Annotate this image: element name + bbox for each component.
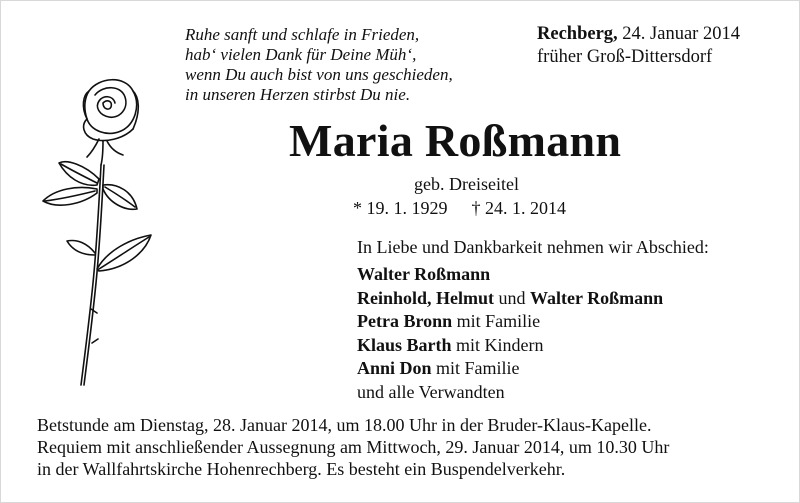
rose-icon — [37, 73, 161, 393]
mourner-name: Walter Roßmann — [530, 287, 664, 308]
mourner-name: Petra Bronn — [357, 311, 453, 331]
former-residence: früher Groß-Dittersdorf — [537, 47, 713, 67]
mourner-relation: mit Kindern — [451, 334, 544, 355]
birth-date: * 19. 1. 1929 — [353, 198, 448, 218]
service-line: Betstunde am Dienstag, 28. Januar 2014, um 18.00 Uhr in der Bruder-Klaus-Kapelle. — [37, 415, 652, 435]
mourner-row — [357, 263, 663, 287]
mourner-name: Klaus Barth — [357, 334, 452, 355]
mourner-row — [357, 357, 663, 381]
place-date-line — [537, 23, 787, 46]
mourner-row — [357, 381, 663, 405]
mourner-name: Anni Don — [357, 358, 432, 378]
mourner-row — [357, 310, 663, 334]
poem-line: hab‘ vielen Dank für Deine Müh‘, — [185, 45, 417, 64]
life-dates — [353, 197, 566, 219]
poem-line: Ruhe sanft und schlafe in Frieden, — [185, 25, 420, 44]
deceased-name: Maria Roßmann — [289, 115, 622, 166]
maiden-name: geb. Dreiseitel — [414, 174, 519, 194]
poem-line: wenn Du auch bist von uns geschieden, — [185, 65, 453, 84]
death-date: † 24. 1. 2014 — [471, 198, 566, 218]
mourner-relation: und alle Verwandten — [357, 381, 505, 402]
poem — [185, 25, 515, 105]
notice-date: 24. Januar 2014 — [622, 24, 740, 44]
mourner-row — [357, 334, 663, 358]
mourners-list — [357, 263, 663, 404]
mourner-connector: und — [494, 287, 531, 308]
mourner-relation: mit Familie — [452, 311, 541, 331]
mourner-relation: mit Familie — [431, 358, 520, 378]
farewell-text: In Liebe und Dankbarkeit nehmen wir Abschied: — [357, 237, 709, 257]
service-details — [37, 414, 787, 480]
mourner-name: Reinhold, Helmut — [357, 287, 495, 308]
mourner-name: Walter Roßmann — [357, 264, 491, 284]
mourner-row — [357, 287, 663, 311]
service-line: Requiem mit anschließender Aussegnung am Mittwoch, 29. Januar 2014, um 10.30 Uhr — [37, 437, 670, 457]
service-line: in der Wallfahrtskirche Hohenrechberg. Es besteht ein Buspendelverkehr. — [37, 459, 566, 479]
poem-line: in unseren Herzen stirbst Du nie. — [185, 85, 411, 104]
place-city: Rechberg, — [537, 24, 618, 44]
place-date-block — [537, 23, 787, 69]
